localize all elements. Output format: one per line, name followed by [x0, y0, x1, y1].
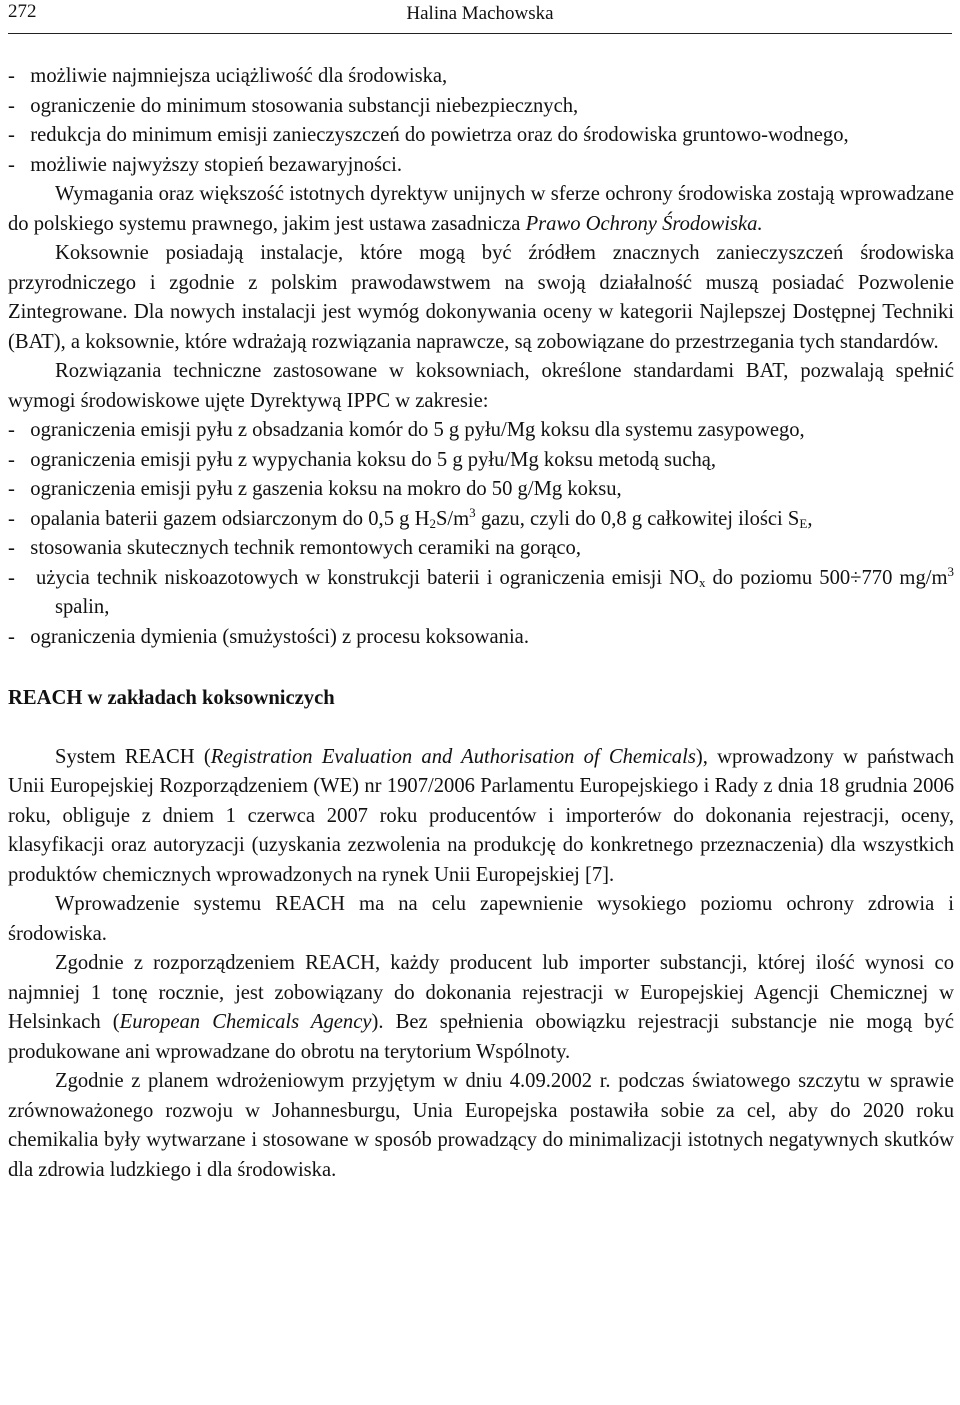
list-item: - ograniczenia emisji pyłu z wypychania koksu do 5 g pyłu/Mg koksu metodą suchą,: [8, 448, 717, 471]
list-item: - możliwie najwyższy stopień bezawaryjności.: [8, 153, 403, 176]
paragraph-text: ). Bez spełnienia obowiązku rejestracji substancje nie mogą być produkowane ani wprowadzane do obrotu na terytorium Wspólnoty.: [8, 1011, 955, 1063]
paragraph: [8, 180, 954, 239]
italic-term: European Chemicals Agency: [119, 1011, 372, 1033]
list-text: - opalania baterii gazem odsiarczonym do 0,5 g H: [8, 507, 430, 530]
list-text: spalin,: [55, 596, 110, 618]
list-item: - stosowania skutecznych technik remontowych ceramiki na gorąco,: [8, 537, 581, 559]
list-item: [8, 564, 954, 623]
paragraph: [8, 743, 954, 891]
list-item: - redukcja do minimum emisji zanieczyszczeń do powietrza oraz do środowiska gruntowo-wodnego,: [8, 124, 849, 146]
list-item: - ograniczenia emisji pyłu z gaszenia koksu na mokro do 50 g/Mg koksu,: [8, 478, 622, 500]
section-heading: REACH w zakładach koksowniczych: [8, 687, 335, 709]
paragraph-text: Zgodnie z rozporządzeniem REACH, każdy producent lub importer substancji, której ilość wynosi co najmniej 1 tonę rocznie, jest zobowiązany do dokonania rejestracji w Europejskiej Agencji Chemicznej w Helsinkach (: [8, 952, 954, 1033]
list-text: S/m: [435, 507, 470, 530]
list-text: do poziomu 500÷770 mg/m: [705, 566, 948, 589]
paragraph-text: System REACH (: [55, 745, 211, 768]
superscript: 3: [469, 504, 476, 520]
list-item: - ograniczenie do minimum stosowania substancji niebezpiecznych,: [8, 94, 579, 117]
italic-term: Registration Evaluation and Authorisation of Chemicals: [210, 745, 696, 768]
paragraph: Wprowadzenie systemu REACH ma na celu zapewnienie wysokiego poziomu ochrony zdrowia i środowiska.: [8, 893, 954, 945]
list-text: gazu, czyli do 0,8 g całkowitej ilości S: [475, 507, 800, 530]
subscript: x: [698, 574, 706, 590]
paragraph: [8, 949, 954, 1067]
paragraph-text: Wymagania oraz większość istotnych dyrektyw unijnych w sferze ochrony środowiska zostają wprowadzane do polskiego systemu prawnego, jakim jest ustawa zasadnicza: [8, 183, 954, 235]
paragraph: Koksownie posiadają instalacje, które mogą być źródłem znacznych zanieczyszczeń środowiska przyrodniczego i zgodnie z polskim prawodawstwem na swoją działalność muszą posiadać Pozwolenie Zintegrowane. Dla nowych instalacji jest wymóg dokonywania oceny w kategorii Najlepszej Dostępnej Techniki (BAT), a koksownie, które wdrażają rozwiązania naprawcze, są zobowiązane do przestrzegania tych standardów.: [8, 242, 954, 353]
paragraph-text: ), wprowadzony w państwach Unii Europejskiej Rozporządzeniem (WE) nr 1907/2006 Parlamentu Europejskiego i Rady z dnia 18 grudnia 2006 roku, obliguje z dniem 1 czerwca 2007 roku producentów i importerów do dokonania rejestracji, oceny, klasyfikacji oraz autoryzacji (uzyskania zezwolenia na produkcję do konkretnego przeznaczenia) dla wszystkich produktów chemicznych wprowadzonych na rynek Unii Europejskiej [7].: [8, 745, 954, 886]
list-item: - ograniczenia emisji pyłu z obsadzania komór do 5 g pyłu/Mg koksu dla systemu zasypowego,: [8, 419, 805, 441]
superscript: 3: [947, 563, 954, 579]
page-body: [8, 62, 954, 1185]
list-item: - możliwie najmniejsza uciążliwość dla środowiska,: [8, 65, 448, 87]
subscript: E: [799, 515, 808, 531]
page-number: 272: [8, 1, 37, 22]
italic-title: Prawo Ochrony Środowiska.: [525, 212, 763, 235]
paragraph: Rozwiązania techniczne zastosowane w koksowniach, określone standardami BAT, pozwalają spełnić wymogi środowiskowe ujęte Dyrektywą IPPC w zakresie:: [8, 360, 954, 412]
subscript: 2: [429, 515, 436, 531]
list-text: ,: [807, 507, 813, 530]
list-text: - użycia technik niskoazotowych w konstrukcji baterii i ograniczenia emisji NO: [8, 566, 699, 589]
page-header: [8, 0, 952, 34]
running-head-author: Halina Machowska: [406, 3, 554, 24]
list-item: - ograniczenia dymienia (smużystości) z procesu koksowania.: [8, 625, 529, 648]
list-item: [8, 505, 954, 535]
paragraph: Zgodnie z planem wdrożeniowym przyjętym w dniu 4.09.2002 r. podczas światowego szczytu w sprawie zrównoważonego rozwoju w Johannesburgu, Unia Europejska postawiła sobie za cel, aby do 2020 roku chemikalia były wytwarzane i stosowane w sposób prowadzący do minimalizacji istotnych negatywnych skutków dla zdrowia ludzkiego i dla środowiska.: [8, 1070, 954, 1181]
